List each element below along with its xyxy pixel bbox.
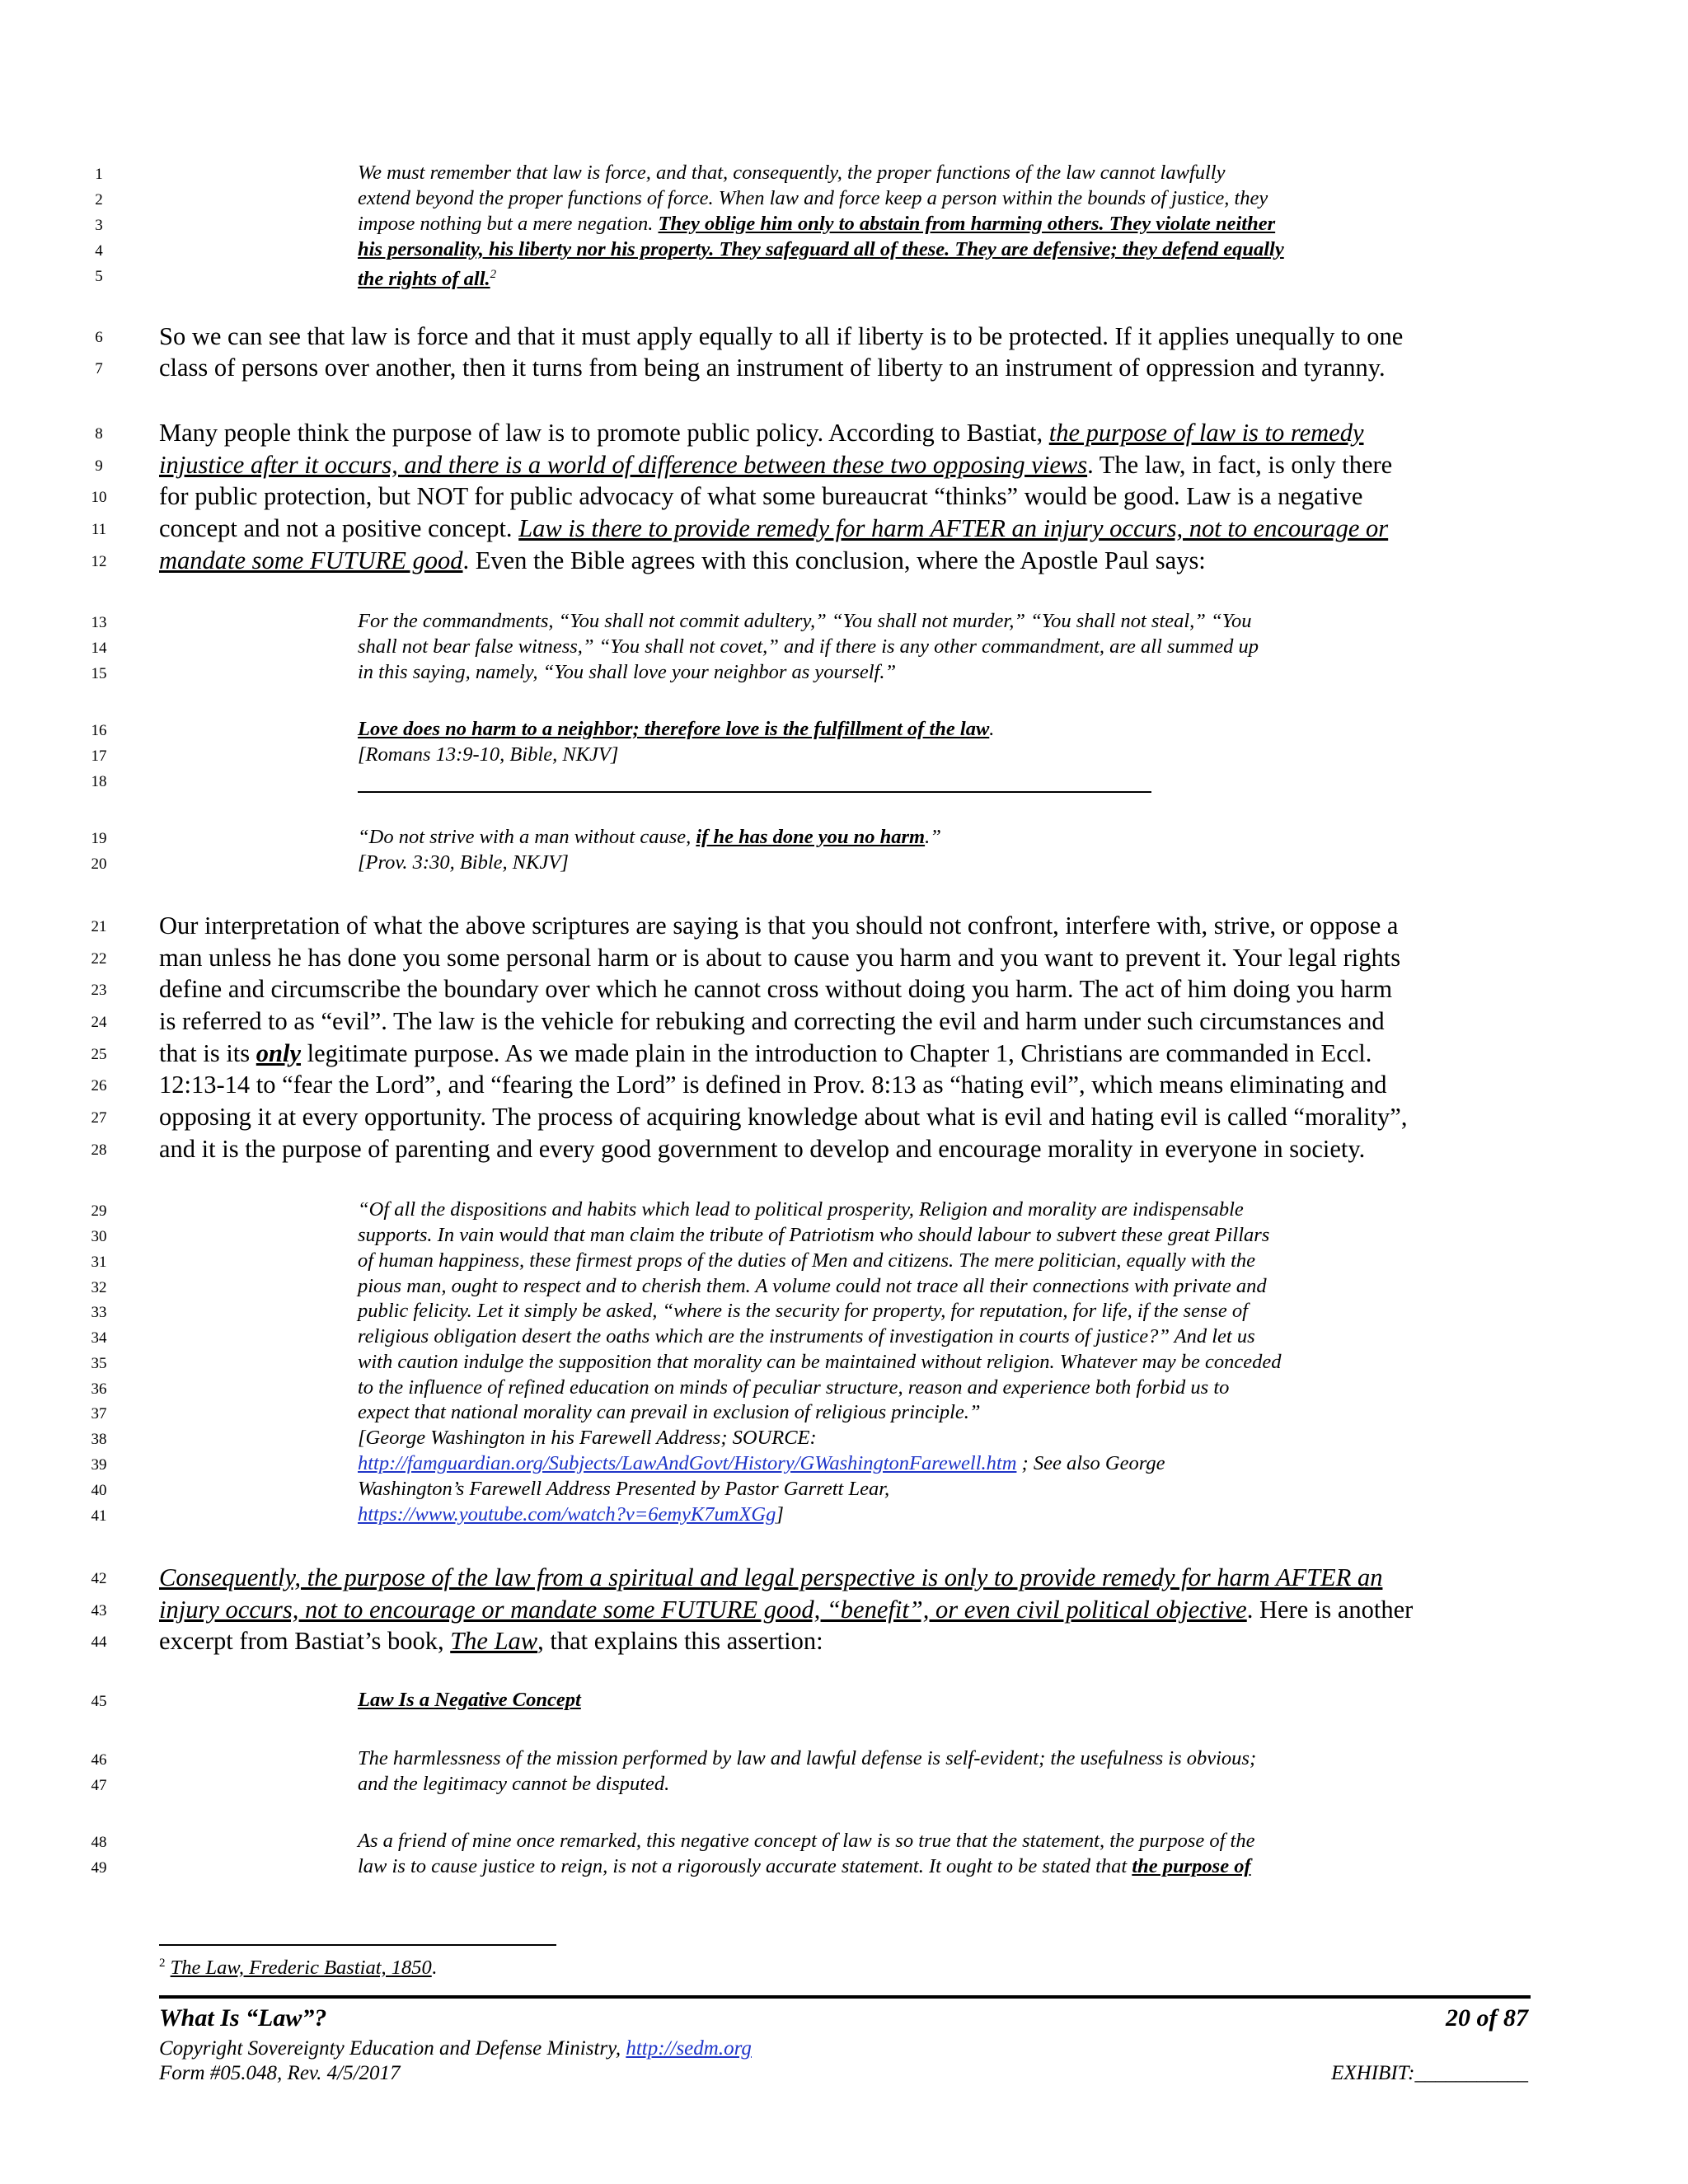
line-number: 2: [95, 191, 103, 209]
emphasis-text: only: [256, 1039, 302, 1067]
body-line: [159, 417, 1529, 449]
quote-line: extend beyond the proper functions of force. When law and force keep a person within the bounds of justice, they: [358, 187, 1268, 209]
body-text: , that explains this assertion:: [537, 1627, 823, 1655]
line-number: 30: [91, 1228, 107, 1245]
body-text: . Even the Bible agrees with this conclusion, where the Apostle Paul says:: [462, 546, 1206, 574]
body-text: concept and not a positive concept.: [159, 514, 519, 542]
quote-text: “Do not strive with a man without cause,: [358, 826, 696, 848]
line-number: 11: [91, 521, 107, 538]
line-number: 48: [91, 1834, 107, 1851]
sedm-link[interactable]: http://sedm.org: [626, 2037, 752, 2060]
body-line: [159, 545, 1529, 577]
book-title: The Law: [450, 1627, 538, 1655]
line-number: 42: [91, 1570, 107, 1587]
line-number: 36: [91, 1380, 107, 1398]
line-number: 29: [91, 1202, 107, 1220]
youtube-link[interactable]: https://www.youtube.com/watch?v=6emyK7umXGg: [358, 1503, 776, 1526]
line-number: 9: [95, 457, 103, 475]
quote-text: .”: [925, 826, 941, 848]
emphasis-text: Consequently, the purpose of the law from a spiritual and legal perspective is only to provide remedy for harm AFTER an: [159, 1563, 1383, 1591]
emphasis-text: if he has done you no harm: [696, 826, 926, 848]
emphasis-text: injury occurs, not to encourage or mandate some FUTURE good, “benefit”, or even civil political objective: [159, 1596, 1247, 1624]
body-line: [159, 513, 1529, 545]
line-number: 24: [91, 1014, 107, 1031]
line-number: 44: [91, 1633, 107, 1651]
body-line: [159, 1625, 1529, 1657]
emphasis-text: the purpose of: [1132, 1855, 1251, 1877]
line-number: 45: [91, 1693, 107, 1710]
line-number: 8: [95, 425, 103, 443]
line-number: 34: [91, 1329, 107, 1347]
line-number: 12: [91, 553, 107, 570]
line-number: 39: [91, 1456, 107, 1474]
quote-line: We must remember that law is force, and that, consequently, the proper functions of the law cannot lawfully: [358, 162, 1226, 184]
body-line: define and circumscribe the boundary over which he cannot cross without doing you harm. The act of him doing you harm: [159, 975, 1393, 1003]
citation-text: ]: [776, 1503, 784, 1526]
line-number: 35: [91, 1355, 107, 1372]
line-number: 18: [91, 773, 107, 790]
line-number: 26: [91, 1077, 107, 1094]
citation-text: ; See also George: [1016, 1452, 1165, 1474]
body-line: opposing it at every opportunity. The process of acquiring knowledge about what is evil and hating evil is called “morality”,: [159, 1103, 1408, 1131]
line-number: 13: [91, 614, 107, 631]
line-number: 23: [91, 982, 107, 999]
document-title: What Is “Law”?: [159, 2004, 327, 2032]
citation: [George Washington in his Farewell Address; SOURCE:: [358, 1427, 817, 1449]
line-number: 38: [91, 1431, 107, 1448]
quote-line: [358, 1854, 1351, 1879]
body-line: Our interpretation of what the above scriptures are saying is that you should not confront, interfere with, strive, or oppose a: [159, 912, 1399, 940]
line-number: 40: [91, 1482, 107, 1499]
body-text: . The law, in fact, is only there: [1087, 451, 1393, 479]
quote-line: with caution indulge the supposition that morality can be maintained without religion. Whatever may be conceded: [358, 1351, 1282, 1373]
quote-text: impose nothing but a mere negation.: [358, 213, 659, 235]
footnote-tail: .: [431, 1957, 437, 1980]
footnote-mark: 2: [159, 1957, 166, 1970]
citation: [358, 1502, 1351, 1527]
emphasis-text: injustice after it occurs, and there is a world of difference between these two opposing views: [159, 451, 1088, 479]
line-number: 6: [95, 329, 103, 346]
citation: Washington’s Farewell Address Presented by Pastor Garrett Lear,: [358, 1478, 890, 1500]
line-number: 7: [95, 360, 103, 377]
line-number: 49: [91, 1859, 107, 1877]
line-number: 3: [95, 217, 103, 234]
line-number: 17: [91, 748, 107, 765]
body-line: [159, 1562, 1529, 1594]
footnote-separator: [159, 1944, 556, 1946]
quote-line: [358, 824, 1351, 850]
footer-rule: [159, 1995, 1531, 1999]
page-number: 20 of 87: [1446, 2004, 1528, 2032]
footnote: [159, 1957, 437, 1980]
line-number: 33: [91, 1304, 107, 1321]
emphasis-text: Love does no harm to a neighbor; therefore love is the fulfillment of the law: [358, 718, 990, 740]
farewell-address-link[interactable]: http://famguardian.org/Subjects/LawAndGovt/History/GWashingtonFarewell.htm: [358, 1452, 1017, 1474]
line-number: 22: [91, 950, 107, 968]
quote-line: For the commandments, “You shall not commit adultery,” “You shall not murder,” “You shall not steal,” “You: [358, 610, 1252, 632]
quote-line: [358, 716, 1351, 742]
line-number: 25: [91, 1046, 107, 1063]
line-number: 41: [91, 1507, 107, 1525]
line-number: 21: [91, 918, 107, 935]
footnote-ref: 2: [490, 268, 497, 281]
body-text: Many people think the purpose of law is to promote public policy. According to Bastiat,: [159, 419, 1049, 447]
separator-rule: [358, 791, 1151, 793]
quote-line: The harmlessness of the mission performed by law and lawful defense is self-evident; the usefulness is obvious;: [358, 1747, 1257, 1769]
emphasis-text: mandate some FUTURE good: [159, 546, 463, 574]
line-number: 10: [91, 489, 107, 506]
footnote-text: The Law, Frederic Bastiat, 1850: [170, 1957, 432, 1980]
line-number: 32: [91, 1279, 107, 1296]
line-number: 27: [91, 1109, 107, 1127]
quote-line: As a friend of mine once remarked, this negative concept of law is so true that the statement, the purpose of the: [358, 1830, 1255, 1852]
line-number: 37: [91, 1405, 107, 1422]
line-number: 15: [91, 665, 107, 682]
line-number: 5: [95, 268, 103, 285]
body-line: man unless he has done you some personal harm or is about to cause you harm and you want to prevent it. Your legal rights: [159, 944, 1401, 972]
emphasis-text: the purpose of law is to remedy: [1048, 419, 1364, 447]
line-number: 20: [91, 855, 107, 873]
body-line: is referred to as “evil”. The law is the vehicle for rebuking and correcting the evil and harm under such circumstances and: [159, 1007, 1385, 1035]
body-line: So we can see that law is force and that it must apply equally to all if liberty is to be protected. If it applies unequally to one: [159, 322, 1404, 350]
quote-line: “Of all the dispositions and habits which lead to political prosperity, Religion and morality are indispensable: [358, 1198, 1244, 1221]
quote-line: [358, 211, 1351, 237]
body-text: legitimate purpose. As we made plain in the introduction to Chapter 1, Christians are commanded in Eccl.: [301, 1039, 1372, 1067]
body-text: excerpt from Bastiat’s book,: [159, 1627, 451, 1655]
line-number: 19: [91, 830, 107, 847]
line-number: 28: [91, 1141, 107, 1159]
quote-line: religious obligation desert the oaths which are the instruments of investigation in courts of justice?” And let us: [358, 1325, 1255, 1347]
body-line: [159, 1594, 1529, 1626]
quote-line: to the influence of refined education on minds of peculiar structure, reason and experience both forbid us to: [358, 1376, 1230, 1399]
emphasis-text: the rights of all.: [358, 268, 490, 291]
body-line: class of persons over another, then it turns from being an instrument of liberty to an instrument of oppression and tyranny.: [159, 354, 1386, 382]
line-number: 14: [91, 640, 107, 657]
copyright-text: Copyright Sovereignty Education and Defense Ministry,: [159, 2037, 626, 2060]
body-text: that is its: [159, 1039, 256, 1067]
emphasis-text: his personality, his liberty nor his property. They safeguard all of these. They are defensive; they defend equally: [358, 238, 1284, 260]
quote-text: law is to cause justice to reign, is not a rigorously accurate statement. It ought to be stated that: [358, 1855, 1132, 1877]
emphasis-text: They oblige him only to abstain from harming others. They violate neither: [658, 213, 1276, 235]
body-line: for public protection, but NOT for public advocacy of what some bureaucrat “thinks” would be good. Law is a negative: [159, 482, 1363, 510]
line-number: 43: [91, 1602, 107, 1619]
body-text: . Here is another: [1246, 1596, 1414, 1624]
line-number: 1: [95, 166, 103, 183]
quote-line: of human happiness, these firmest props of the duties of Men and citizens. The mere politician, equally with the: [358, 1249, 1255, 1272]
citation: [358, 1451, 1351, 1476]
citation: [Romans 13:9-10, Bible, NKJV]: [358, 743, 619, 766]
quote-text: .: [989, 718, 995, 740]
body-line: 12:13-14 to “fear the Lord”, and “fearing the Lord” is defined in Prov. 8:13 as “hating evil”, which means eliminating and: [159, 1071, 1387, 1099]
line-number: 47: [91, 1777, 107, 1794]
quote-line: and the legitimacy cannot be disputed.: [358, 1773, 670, 1795]
body-line: [159, 449, 1529, 481]
body-line: and it is the purpose of parenting and every good government to develop and encourage morality in everyone in society.: [159, 1135, 1366, 1163]
quote-line: shall not bear false witness,” “You shall not covet,” and if there is any other commandment, are all summed up: [358, 635, 1259, 658]
line-number: 16: [91, 722, 107, 739]
quote-line: supports. In vain would that man claim the tribute of Patriotism who should labour to subvert these great Pillars: [358, 1224, 1270, 1246]
quote-line: [358, 262, 1351, 292]
line-number: 46: [91, 1751, 107, 1769]
line-number: 31: [91, 1254, 107, 1271]
quote-line: in this saying, namely, “You shall love your neighbor as yourself.”: [358, 661, 897, 683]
quote-heading: Law Is a Negative Concept: [358, 1689, 581, 1711]
quote-line: pious man, ought to respect and to cherish them. A volume could not trace all their connections with private and: [358, 1275, 1267, 1297]
quote-line: expect that national morality can prevail in exclusion of religious principle.”: [358, 1401, 981, 1423]
quote-line: public felicity. Let it simply be asked, “where is the security for property, for reputation, for life, if the sense of: [358, 1300, 1248, 1322]
copyright-line: [159, 2037, 752, 2060]
citation: [Prov. 3:30, Bible, NKJV]: [358, 851, 569, 874]
emphasis-text: Law is there to provide remedy for harm AFTER an injury occurs, not to encourage or: [518, 514, 1389, 542]
exhibit-label: EXHIBIT:___________: [1331, 2062, 1528, 2084]
form-number: Form #05.048, Rev. 4/5/2017: [159, 2062, 401, 2084]
line-number: 4: [95, 242, 103, 260]
body-line: [159, 1038, 1529, 1070]
